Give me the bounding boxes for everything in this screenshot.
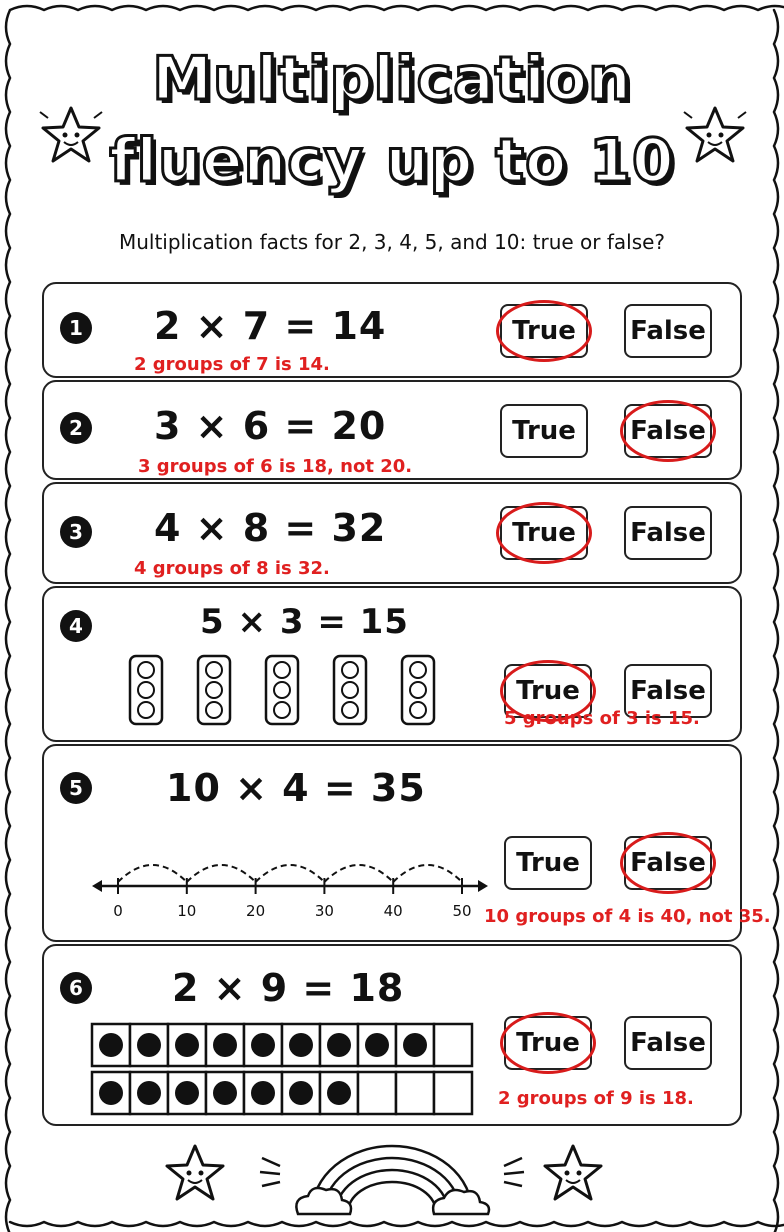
jump-arc (324, 865, 393, 882)
group-counter (206, 682, 222, 698)
counter-dot (137, 1033, 161, 1057)
explanation: 2 groups of 9 is 18. (498, 1088, 694, 1109)
rainbow-icon (252, 1136, 532, 1216)
group-counter (274, 702, 290, 718)
group-counter (410, 702, 426, 718)
equation: 2 × 7 = 14 (154, 304, 387, 348)
group-counter (138, 662, 154, 678)
problem-card-2 (42, 380, 742, 480)
problem-card-6 (42, 944, 742, 1126)
counter-dot (327, 1081, 351, 1105)
equation: 3 × 6 = 20 (154, 404, 387, 448)
star-icon (538, 1140, 608, 1206)
worksheet-title-line-2: fluency up to 10 (109, 126, 675, 196)
counter-dot (327, 1033, 351, 1057)
problem-card-5 (42, 744, 771, 942)
group-counter (138, 702, 154, 718)
counter-dot (365, 1033, 389, 1057)
problem-number: 5 (60, 772, 92, 804)
equation: 5 × 3 = 15 (200, 602, 409, 642)
group-counter (274, 662, 290, 678)
ten-frames-svg (90, 1022, 474, 1116)
ten-frame-cell (358, 1072, 396, 1114)
star-icon (36, 100, 106, 170)
group-model (128, 654, 458, 728)
jump-arc (256, 865, 325, 882)
counter-dot (137, 1081, 161, 1105)
ten-frame-cell (434, 1024, 472, 1066)
false-button[interactable]: False (624, 1016, 712, 1070)
group-counter (206, 662, 222, 678)
equation: 4 × 8 = 32 (154, 506, 387, 550)
counter-dot (251, 1081, 275, 1105)
false-button[interactable]: False (624, 404, 712, 458)
explanation: 3 groups of 6 is 18, not 20. (138, 456, 413, 477)
counter-dot (213, 1033, 237, 1057)
group-counter (410, 662, 426, 678)
group-counter (138, 682, 154, 698)
group-counter (206, 702, 222, 718)
explanation: 2 groups of 7 is 14. (134, 354, 330, 375)
counter-dot (403, 1033, 427, 1057)
worksheet-title-line-1: Multiplication (152, 44, 632, 114)
group-counter (342, 702, 358, 718)
jump-arc (393, 865, 462, 882)
ten-frame-cell (396, 1072, 434, 1114)
explanation: 4 groups of 8 is 32. (134, 558, 330, 579)
counter-dot (289, 1033, 313, 1057)
instructions: Multiplication facts for 2, 3, 4, 5, and 10: true or false? (118, 230, 666, 254)
counter-dot (99, 1081, 123, 1105)
problem-number: 2 (60, 412, 92, 444)
group-counter (342, 662, 358, 678)
jump-arc (118, 865, 187, 882)
true-button[interactable]: True (500, 404, 588, 458)
problem-number: 1 (60, 312, 92, 344)
problem-card-1 (42, 282, 742, 378)
counter-dot (289, 1081, 313, 1105)
problem-number: 3 (60, 516, 92, 548)
arrow-left-icon (92, 880, 102, 892)
counter-dot (213, 1081, 237, 1105)
true-button[interactable]: True (504, 664, 592, 718)
true-button[interactable]: True (500, 506, 588, 560)
problem-number: 4 (60, 610, 92, 642)
number-line-label: 20 (246, 902, 266, 920)
false-button[interactable]: False (624, 506, 712, 560)
number-line-label: 10 (177, 902, 197, 920)
explanation: 10 groups of 4 is 40, not 35. (484, 906, 771, 927)
ten-frame-cell (434, 1072, 472, 1114)
problem-card-3 (42, 482, 742, 584)
equation: 10 × 4 = 35 (166, 766, 426, 810)
true-button[interactable]: True (504, 836, 592, 890)
jump-arc (187, 865, 256, 882)
counter-dot (99, 1033, 123, 1057)
false-button[interactable]: False (624, 664, 712, 718)
number-line-label: 40 (383, 902, 403, 920)
number-line (92, 850, 488, 930)
explanation: 5 groups of 3 is 15. (504, 708, 700, 729)
counter-dot (175, 1081, 199, 1105)
equation: 2 × 9 = 18 (172, 966, 405, 1010)
false-button[interactable]: False (624, 836, 712, 890)
true-button[interactable]: True (500, 304, 588, 358)
true-button[interactable]: True (504, 1016, 592, 1070)
arrow-right-icon (478, 880, 488, 892)
group-model-svg (128, 654, 458, 728)
number-line-label: 30 (314, 902, 334, 920)
number-line-label: 50 (452, 902, 472, 920)
ten-frames (90, 1022, 474, 1116)
counter-dot (175, 1033, 199, 1057)
counter-dot (251, 1033, 275, 1057)
group-counter (342, 682, 358, 698)
group-counter (410, 682, 426, 698)
problem-card-4 (42, 586, 742, 742)
false-button[interactable]: False (624, 304, 712, 358)
problem-number: 6 (60, 972, 92, 1004)
star-icon (680, 100, 750, 170)
group-counter (274, 682, 290, 698)
cloud-icon (296, 1188, 489, 1214)
star-icon (160, 1140, 230, 1206)
number-line-label: 0 (113, 902, 123, 920)
